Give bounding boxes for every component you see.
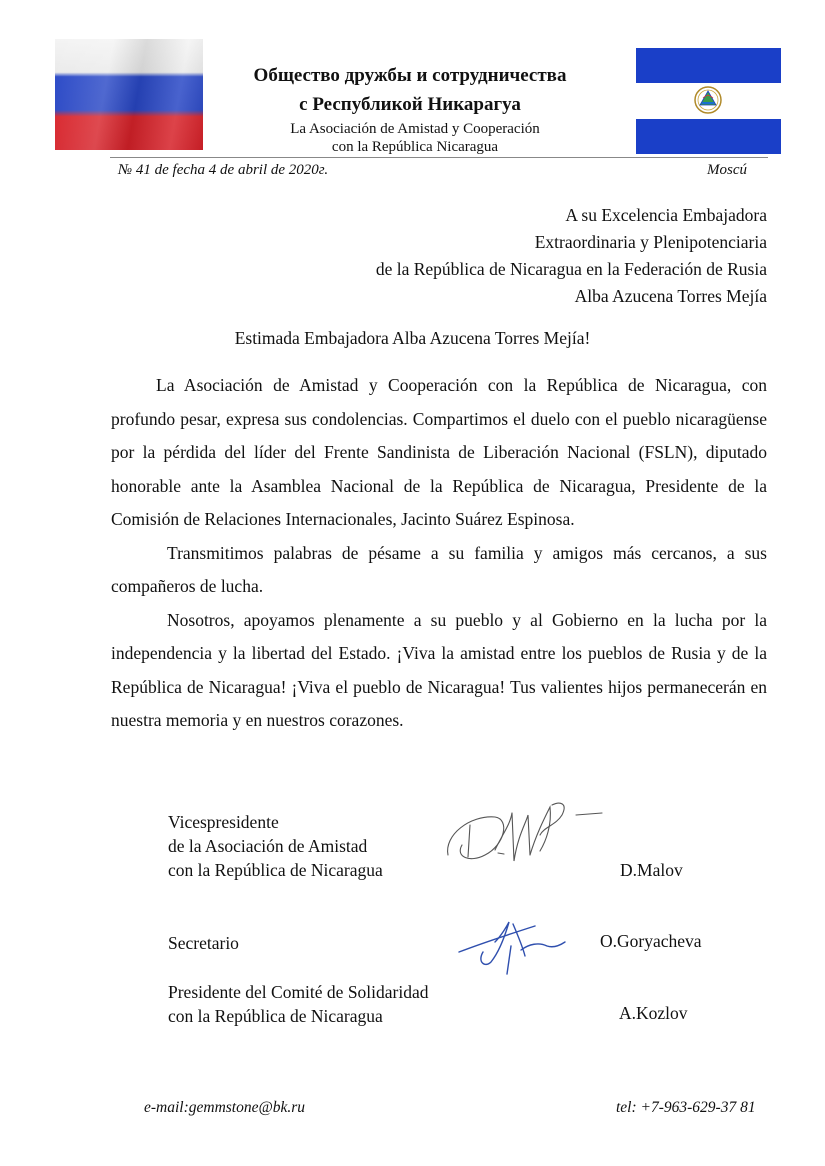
salutation: Estimada Embajadora Alba Azucena Torres Mejía!: [234, 328, 591, 348]
org-title-es-line2: con la República Nicaragua: [331, 139, 499, 155]
org-title-ru-line2: с Республикой Никарагуа: [299, 94, 521, 115]
org-title-ru-line1: Общество дружбы и сотрудничества: [253, 65, 567, 86]
handwritten-signature-goryacheva: [455, 912, 575, 978]
signatory-name: D.Malov: [620, 860, 683, 880]
signatory-title: Secretario: [168, 933, 239, 953]
signatory-title-line: de la Asociación de Amistad: [168, 836, 368, 856]
reference-number: № 41 de fecha 4 de abril de 2020г.: [118, 162, 329, 178]
signatory-title-line: con la República de Nicaragua: [168, 1006, 383, 1026]
letter-body: [111, 369, 767, 738]
nicaragua-flag: [636, 48, 781, 154]
recipient-line: Extraordinaria y Plenipotenciaria: [534, 232, 767, 252]
nicaragua-coat-of-arms-icon: [693, 85, 723, 115]
recipient-block: [376, 202, 767, 310]
signatory-title-line: con la República de Nicaragua: [168, 860, 383, 880]
footer-email[interactable]: e-mail:gemmstone@bk.ru: [144, 1099, 306, 1116]
recipient-line: A su Excelencia Embajadora: [565, 205, 767, 225]
reference-city: Moscú: [707, 162, 747, 178]
russia-flag: [55, 39, 203, 150]
body-paragraph: La Asociación de Amistad y Cooperación con la República de Nicaragua, con profundo pesar, expresa sus condolencias. Compartimos el duelo con el pueblo nicaragüense por la pérdida del líder del Frente Sandinista de Liberación Nacional (FSLN), diputado honorable ante la Asamblea Nacional de la República de Nicaragua, Presidente de la Comisión de Relaciones Internacionales, Jacinto Suárez Espinosa.: [111, 375, 767, 529]
handwritten-signature-malov: [440, 795, 610, 875]
signatory-name: A.Kozlov: [619, 1003, 688, 1023]
signatory-title: [168, 810, 383, 882]
signatory-name: O.Goryacheva: [600, 931, 702, 951]
header-divider: [110, 157, 768, 158]
org-title-es-line1: La Asociación de Amistad y Cooperación: [290, 121, 540, 137]
body-paragraph: Nosotros, apoyamos plenamente a su pueblo y al Gobierno en la lucha por la independencia y la libertad del Estado. ¡Viva la amistad entre los pueblos de Rusia y de la República de Nicaragua! ¡Viva el pueblo de Nicaragua! Tus valientes hijos permanecerán en nuestra memoria y en nuestros corazones.: [111, 609, 767, 730]
recipient-line: de la República de Nicaragua en la Federación de Rusia: [375, 259, 767, 279]
signatory-title-line: Presidente del Comité de Solidaridad: [168, 982, 429, 1002]
footer-phone: tel: +7-963-629-37 81: [616, 1099, 756, 1116]
recipient-name: Alba Azucena Torres Mejía: [574, 286, 767, 306]
signatory-title: [168, 980, 429, 1028]
signatory-title-line: Vicespresidente: [168, 812, 279, 832]
body-paragraph: Transmitimos palabras de pésame a su familia y amigos más cercanos, a sus compañeros de lucha.: [111, 542, 767, 596]
